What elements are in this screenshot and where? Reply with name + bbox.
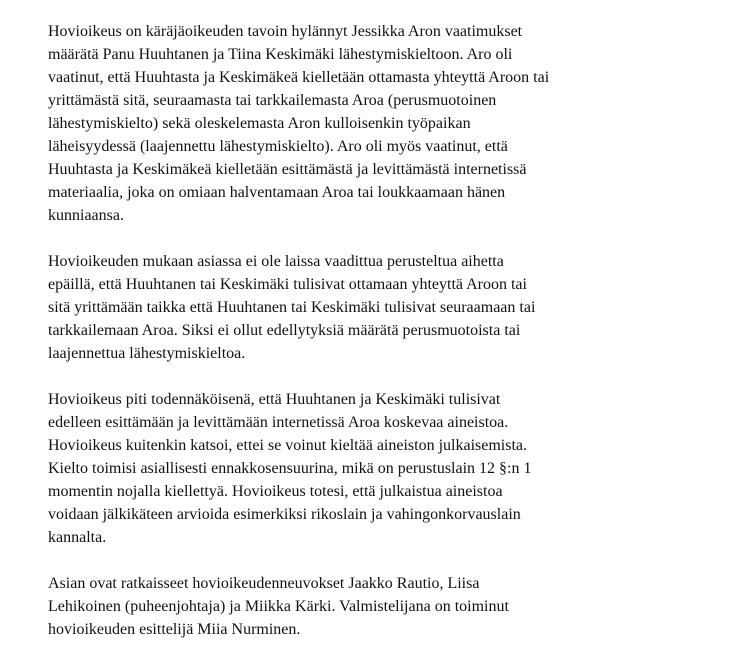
paragraph-decision: Hovioikeus on käräjäoikeuden tavoin hylännyt Jessikka Aron vaatimukset määrätä Panu Huuhtanen ja Tiina Keskimäki lähestymiskieltoon. Aro oli vaatinut, että Huuhtasta ja Keskimäkeä kielletään ottamasta yhteyttä Aroon tai yrittämästä sitä, seuraamasta tai tarkkailemasta Aroa (perusmuotoinen lähestymiskielto) sekä oleskelemasta Aron kulloisenkin työpaikan läheisyydessä (laajennettu lähestymiskielto). Aro oli myös vaatinut, että Huuhtasta ja Keskimäkeä kielletään esittämästä ja levittämästä internetissä materiaalia, joka on omiaan halventamaan Aroa tai loukkaamaan hänen kunniaansa.	[48, 23, 550, 224]
paragraph-reasoning: Hovioikeuden mukaan asiassa ei ole laissa vaadittua perusteltua aihetta epäillä, että Huuhtanen tai Keskimäki tulisivat ottamaan yhteyttä Aroon tai sitä yrittämään taikka että Huuhtanen tai Keskimäki tulisivat seuraamaan tai tarkkailemaan Aroa. Siksi ei ollut edellytyksiä määrätä perusmuotoista tai laajennettua lähestymiskieltoa.	[48, 253, 536, 362]
paragraph-publication: Hovioikeus piti todennäköisenä, että Huuhtanen ja Keskimäki tulisivat edelleen esittämään ja levittämään internetissä Aroa koskevaa aineistoa. Hovioikeus kuitenkin katsoi, ettei se voinut kieltää aineiston julkaisemista. Kielto toimisi asiallisesti ennakkosensuurina, mikä on perustuslain 12 §:n 1 momentin nojalla kiellettyä. Hovioikeus totesi, että julkaistua aineistoa voidaan jälkikäteen arvioida esimerkiksi rikoslain ja vahingonkorvauslain kannalta.	[48, 391, 532, 546]
paragraph-judges: Asian ovat ratkaisseet hovioikeudenneuvokset Jaakko Rautio, Liisa Lehikoinen (puheenjohtaja) ja Miikka Kärki. Valmistelijana on toiminut hovioikeuden esittelijä Miia Nurminen.	[48, 575, 509, 638]
document-body	[48, 20, 688, 664]
